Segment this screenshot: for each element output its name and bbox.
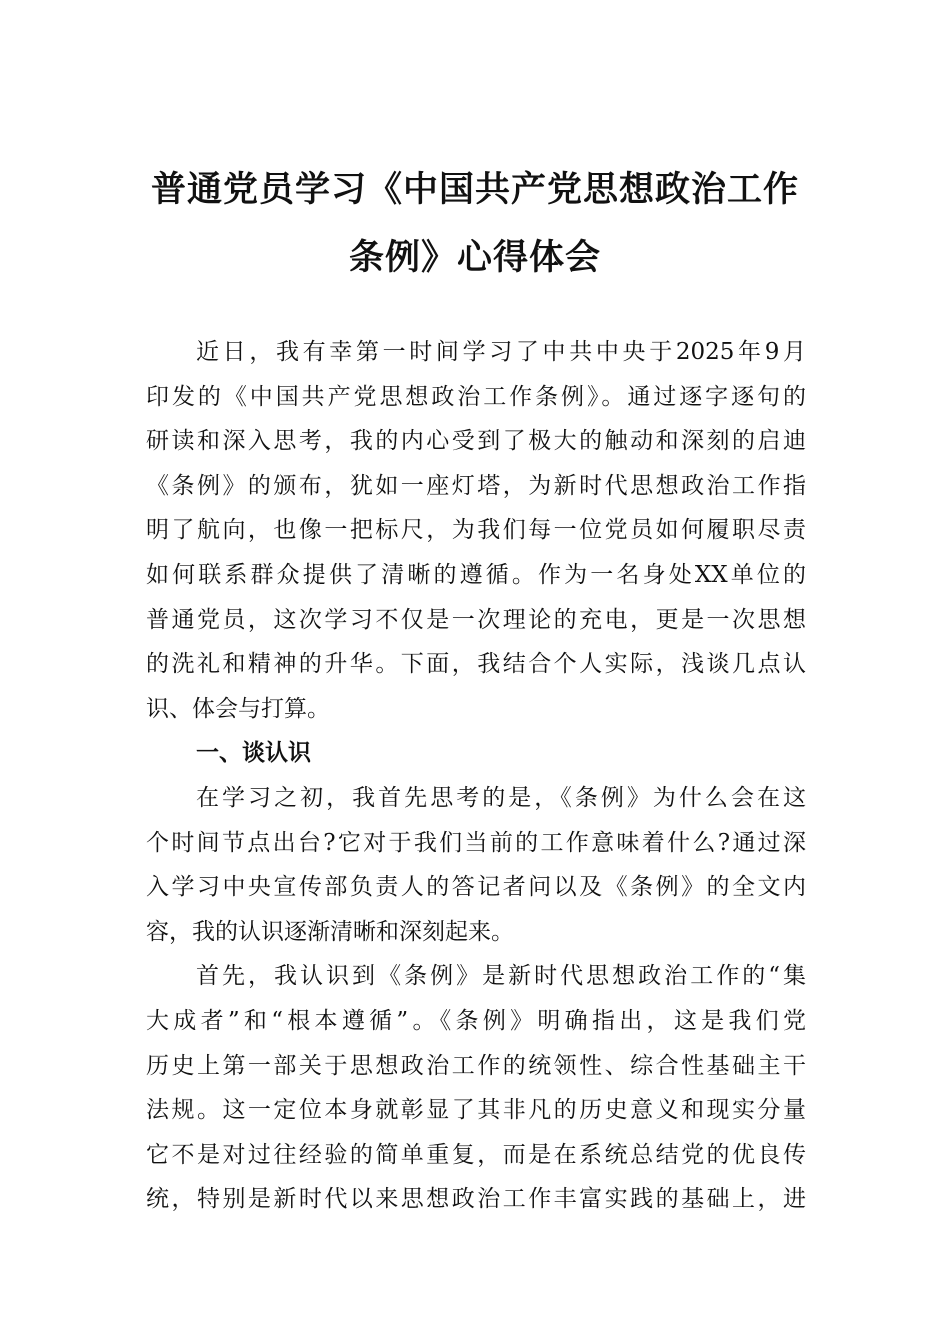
paragraph-line: 法规。这一定位本身就彰显了其非凡的历史意义和现实分量 — [146, 1097, 806, 1124]
paragraph-line: 《条例》的颁布，犹如一座灯塔，为新时代思想政治工作指 — [146, 472, 806, 499]
paragraph-line: 大成者”和“根本遵循”。《条例》明确指出，这是我们党 — [146, 1007, 806, 1034]
document-body — [146, 330, 806, 1222]
paragraph-line: 的洗礼和精神的升华。下面，我结合个人实际，浅谈几点认 — [146, 651, 806, 678]
paragraph-line: 研读和深入思考，我的内心受到了极大的触动和深刻的启迪 — [146, 428, 806, 455]
paragraph-line: 它不是对过往经验的简单重复，而是在系统总结党的优良传 — [146, 1141, 806, 1168]
document-title-line-2: 条例》心得体会 — [348, 237, 601, 278]
paragraph — [146, 776, 806, 954]
paragraph-line: 个时间节点出台?它对于我们当前的工作意味着什么?通过深 — [146, 829, 806, 856]
document-title-line-1: 普通党员学习《中国共产党思想政治工作 — [150, 169, 799, 210]
paragraph-line: 历史上第一部关于思想政治工作的统领性、综合性基础主干 — [146, 1052, 806, 1079]
paragraph-line: 普通党员，这次学习不仅是一次理论的充电，更是一次思想 — [146, 606, 806, 633]
paragraph-line: 明了航向，也像一把标尺，为我们每一位党员如何履职尽责 — [146, 517, 806, 544]
paragraph-line: 识、体会与打算。 — [146, 695, 330, 722]
section-heading: 一、谈认识 — [196, 739, 311, 767]
paragraph-line: 如何联系群众提供了清晰的遵循。作为一名身处XX单位的 — [146, 561, 806, 588]
paragraph — [146, 954, 806, 1222]
paragraph-line: 首先，我认识到《条例》是新时代思想政治工作的“集 — [196, 963, 806, 990]
paragraph-line: 近日，我有幸第一时间学习了中共中央于2025年9月 — [196, 339, 806, 365]
paragraph-line: 容，我的认识逐渐清晰和深刻起来。 — [146, 918, 514, 945]
paragraph-line: 印发的《中国共产党思想政治工作条例》。通过逐字逐句的 — [146, 383, 806, 410]
paragraph-line: 在学习之初，我首先思考的是，《条例》为什么会在这 — [196, 784, 806, 811]
paragraph-line: 统，特别是新时代以来思想政治工作丰富实践的基础上，进 — [146, 1186, 806, 1213]
paragraph-line: 入学习中央宣传部负责人的答记者问以及《条例》的全文内 — [146, 874, 806, 901]
paragraph — [146, 330, 806, 731]
